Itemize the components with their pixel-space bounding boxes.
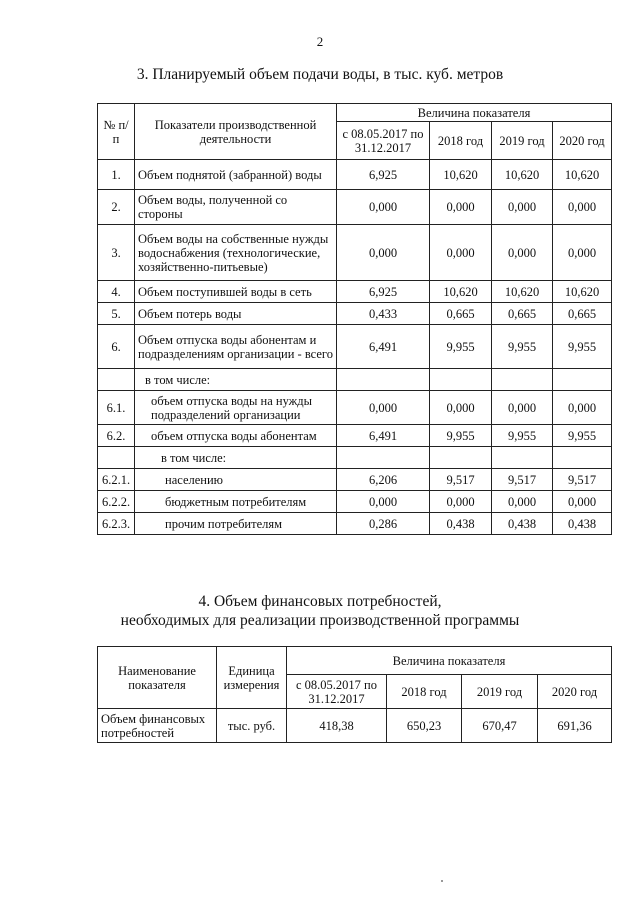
row-number: 6.1. (98, 391, 135, 425)
scan-mark (441, 880, 443, 882)
row-value-1: 9,517 (430, 469, 492, 491)
row-value-1: 0,665 (430, 303, 492, 325)
row-value-1: 0,000 (430, 391, 492, 425)
row-value-0: 6,925 (337, 281, 430, 303)
row-value-2 (492, 447, 553, 469)
row-label: Объем воды, полученной со стороны (135, 190, 337, 225)
row-value-2: 10,620 (492, 281, 553, 303)
t2-header-value-group: Величина показателя (287, 647, 612, 675)
row-value-1: 0,000 (430, 491, 492, 513)
t2-row-unit: тыс. руб. (217, 709, 287, 743)
financial-needs-table (97, 646, 612, 743)
section-3-title: 3. Планируемый объем подачи воды, в тыс. куб. метров (136, 66, 504, 83)
t2-header-period-3: 2020 год (538, 675, 612, 709)
table-row (98, 513, 612, 535)
row-label: Объем поднятой (забранной) воды (135, 160, 337, 190)
row-label: Объем поступившей воды в сеть (135, 281, 337, 303)
row-value-1: 9,955 (430, 325, 492, 369)
row-value-1: 0,438 (430, 513, 492, 535)
row-number: 6. (98, 325, 135, 369)
row-number (98, 369, 135, 391)
page-number: 2 (316, 34, 324, 49)
row-value-1: 0,000 (430, 225, 492, 281)
row-value-0: 0,000 (337, 391, 430, 425)
row-value-3: 0,665 (553, 303, 612, 325)
row-value-3: 0,000 (553, 225, 612, 281)
row-value-3: 0,000 (553, 491, 612, 513)
table-row (98, 369, 612, 391)
header-indicator: Показатели производственной деятельности (135, 104, 337, 160)
row-label: объем отпуска воды абонентам (135, 425, 337, 447)
t2-header-period-1: 2018 год (387, 675, 462, 709)
row-number: 4. (98, 281, 135, 303)
row-value-0: 0,000 (337, 491, 430, 513)
t2-header-period-0: с 08.05.2017 по 31.12.2017 (287, 675, 387, 709)
row-label: Объем воды на собственные нужды водоснабжения (технологические, хозяйственно-питьевые) (135, 225, 337, 281)
row-value-0 (337, 447, 430, 469)
row-value-2: 10,620 (492, 160, 553, 190)
t2-row-value-3: 691,36 (538, 709, 612, 743)
row-value-3 (553, 369, 612, 391)
row-value-0: 0,433 (337, 303, 430, 325)
row-value-3: 9,955 (553, 425, 612, 447)
t2-row-value-0: 418,38 (287, 709, 387, 743)
row-label: в том числе: (135, 369, 337, 391)
row-value-0: 6,491 (337, 325, 430, 369)
row-value-3 (553, 447, 612, 469)
table-row (98, 160, 612, 190)
t2-row-value-2: 670,47 (462, 709, 538, 743)
row-value-0 (337, 369, 430, 391)
table-row (98, 425, 612, 447)
row-value-2: 9,955 (492, 425, 553, 447)
t2-header-period-2: 2019 год (462, 675, 538, 709)
header-period-2: 2019 год (492, 122, 553, 160)
row-label: Объем потерь воды (135, 303, 337, 325)
row-value-2: 0,000 (492, 491, 553, 513)
table-row (98, 303, 612, 325)
row-value-0: 6,925 (337, 160, 430, 190)
row-number (98, 447, 135, 469)
row-label: прочим потребителям (135, 513, 337, 535)
water-supply-table (97, 103, 612, 535)
row-label: бюджетным потребителям (135, 491, 337, 513)
table-row (98, 325, 612, 369)
t2-row-value-1: 650,23 (387, 709, 462, 743)
row-number: 3. (98, 225, 135, 281)
row-value-2: 0,000 (492, 190, 553, 225)
row-value-0: 0,000 (337, 190, 430, 225)
table-row (98, 190, 612, 225)
table-row (98, 281, 612, 303)
row-number: 6.2.1. (98, 469, 135, 491)
row-label: населению (135, 469, 337, 491)
table-row (98, 225, 612, 281)
row-value-0: 6,206 (337, 469, 430, 491)
row-number: 2. (98, 190, 135, 225)
t2-header-name: Наименование показателя (98, 647, 217, 709)
table-row (98, 491, 612, 513)
row-value-3: 9,955 (553, 325, 612, 369)
row-number: 6.2. (98, 425, 135, 447)
row-value-2: 0,000 (492, 225, 553, 281)
header-value-group: Величина показателя (337, 104, 612, 122)
t2-header-unit: Единица измерения (217, 647, 287, 709)
row-value-2: 0,000 (492, 391, 553, 425)
row-value-3: 10,620 (553, 281, 612, 303)
t2-row-label: Объем финансовых потребностей (98, 709, 217, 743)
row-number: 1. (98, 160, 135, 190)
header-period-1: 2018 год (430, 122, 492, 160)
row-label: Объем отпуска воды абонентам и подразделениям организации - всего (135, 325, 337, 369)
table-row (98, 391, 612, 425)
water-supply-table-body (98, 160, 612, 535)
row-number: 5. (98, 303, 135, 325)
row-number: 6.2.3. (98, 513, 135, 535)
table-row (98, 447, 612, 469)
row-value-1: 9,955 (430, 425, 492, 447)
row-value-2: 0,438 (492, 513, 553, 535)
row-value-3: 0,000 (553, 391, 612, 425)
row-value-1 (430, 447, 492, 469)
row-label: в том числе: (135, 447, 337, 469)
table-row (98, 469, 612, 491)
row-value-3: 0,000 (553, 190, 612, 225)
row-value-2 (492, 369, 553, 391)
row-value-3: 10,620 (553, 160, 612, 190)
row-value-1: 10,620 (430, 160, 492, 190)
row-value-2: 0,665 (492, 303, 553, 325)
row-value-0: 6,491 (337, 425, 430, 447)
section-4-title (0, 592, 640, 630)
row-value-2: 9,955 (492, 325, 553, 369)
row-value-0: 0,000 (337, 225, 430, 281)
header-num: № п/п (98, 104, 135, 160)
row-value-0: 0,286 (337, 513, 430, 535)
row-label: объем отпуска воды на нужды подразделений организации (135, 391, 337, 425)
section-4-title-line-1: 4. Объем финансовых потребностей, (198, 593, 442, 610)
row-value-1: 10,620 (430, 281, 492, 303)
row-value-2: 9,517 (492, 469, 553, 491)
row-number: 6.2.2. (98, 491, 135, 513)
header-period-0: с 08.05.2017 по 31.12.2017 (337, 122, 430, 160)
row-value-1 (430, 369, 492, 391)
header-period-3: 2020 год (553, 122, 612, 160)
row-value-1: 0,000 (430, 190, 492, 225)
section-4-title-line-2: необходимых для реализации производственной программы (120, 612, 520, 629)
row-value-3: 9,517 (553, 469, 612, 491)
row-value-3: 0,438 (553, 513, 612, 535)
